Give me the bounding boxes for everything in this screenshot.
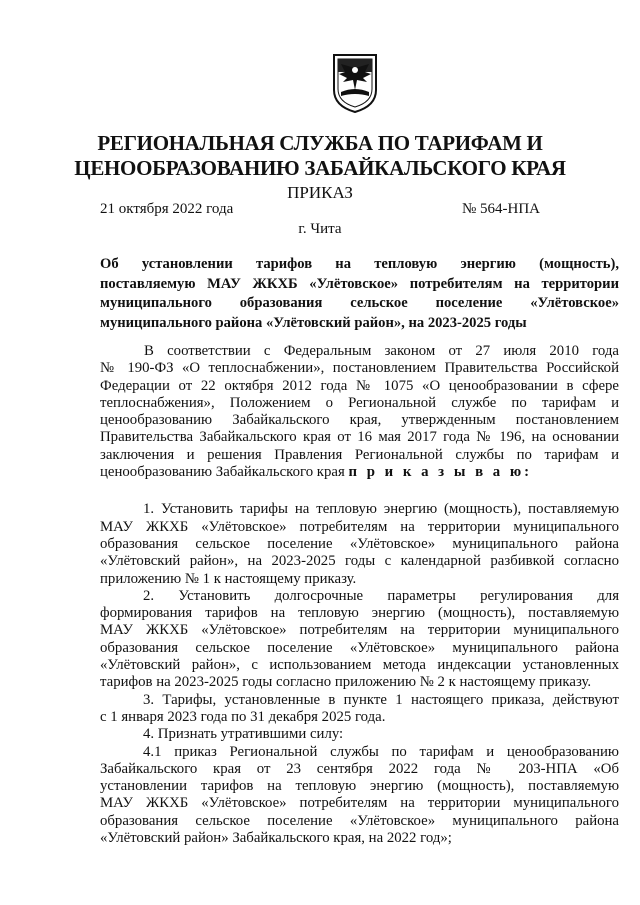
preamble-last-line <box>100 464 619 481</box>
orders-word: п р и к а з ы в а ю: <box>348 464 533 481</box>
preamble-line: ценообразованию Забайкальского края, утвержденным постановлением <box>100 412 619 429</box>
document-body <box>100 343 619 847</box>
subject-line: муниципального образования сельское поселение «Улётовское» <box>100 295 619 312</box>
preamble-line: № 190-ФЗ «О теплоснабжении», постановлением Правительства Российской <box>100 360 619 377</box>
item-line: 3. Тарифы, установленные в пункте 1 настоящего приказа, действуют <box>143 691 619 708</box>
organization-name-line1: РЕГИОНАЛЬНАЯ СЛУЖБА ПО ТАРИФАМ И <box>97 131 543 155</box>
item-line: «Улётовский район», на 2023-2025 годы с календарной разбивкой согласно <box>100 553 619 570</box>
item-line: с 1 января 2023 года по 31 декабря 2025 года. <box>100 708 386 725</box>
document-type: ПРИКАЗ <box>287 183 353 202</box>
item-line: приложению № 1 к настоящему приказу. <box>100 570 357 587</box>
item-line: МАУ ЖКХБ «Улётовское» потребителям на территории муниципального <box>100 795 619 812</box>
item-line: «Улётовский район» Забайкальского края, на 2022 год»; <box>100 830 452 847</box>
item-line: образования сельское поселение «Улётовское» муниципального района <box>100 535 619 552</box>
subject-line: муниципального района «Улётовский район», на 2023-2025 годы <box>100 314 527 331</box>
preamble-line: теплоснабжения», Положением о Региональной службе по тарифам и <box>100 394 619 411</box>
item-line: образования сельское поселение «Улётовское» муниципального района <box>100 812 619 829</box>
document-number: № 564-НПА <box>461 201 540 217</box>
item-line: «Улётовский район», с использованием метода индексации установленных <box>100 657 619 674</box>
coat-of-arms-icon <box>331 52 379 114</box>
item-line: формирования тарифов на тепловую энергию (мощность), поставляемую <box>100 605 619 622</box>
document-subject <box>100 255 619 333</box>
item-line: 4. Признать утратившими силу: <box>143 726 344 743</box>
item-line: 4.1 приказ Региональной службы по тарифам и ценообразованию <box>143 743 619 760</box>
item-line: 1. Установить тарифы на тепловую энергию (мощность), поставляемую <box>143 501 619 518</box>
item-line: образования сельское поселение «Улётовское» муниципального района <box>100 639 619 656</box>
item-2 <box>100 588 619 692</box>
item-3 <box>100 692 619 727</box>
item-line: установлении тарифов на тепловую энергию (мощность), поставляемую <box>100 778 619 795</box>
preamble <box>100 343 619 481</box>
item-1 <box>100 501 619 587</box>
preamble-line: Федерации от 22 октября 2012 года № 1075 «О ценообразовании в сфере <box>100 377 619 394</box>
preamble-line: В соответствии с Федеральным законом от 27 июля 2010 года <box>144 343 619 359</box>
document-date: 21 октября 2022 года <box>100 201 234 217</box>
organization-name-line2: ЦЕНООБРАЗОВАНИЮ ЗАБАЙКАЛЬСКОГО КРАЯ <box>74 156 566 180</box>
preamble-last-text: ценообразованию Забайкальского края <box>100 464 345 481</box>
item-line: тарифов на 2023-2025 годы согласно приложению № 2 к настоящему приказу. <box>100 674 592 691</box>
subject-line: поставляемую МАУ ЖКХБ «Улётовское» потребителям на территории <box>100 275 619 292</box>
item-line: 2. Установить долгосрочные параметры регулирования для <box>143 587 619 604</box>
preamble-line: Правительства Забайкальского края от 16 мая 2017 года № 196, на основании <box>100 429 619 446</box>
preamble-line: заключения и решения Правления Региональной службы по тарифам и <box>100 446 619 463</box>
item-line: МАУ ЖКХБ «Улётовское» потребителям на территории муниципального <box>100 622 619 639</box>
item-4-1 <box>100 744 619 848</box>
item-4 <box>100 726 619 743</box>
item-line: Забайкальского края от 23 сентября 2022 года № 203-НПА «Об <box>100 760 619 777</box>
subject-line: Об установлении тарифов на тепловую энергию (мощность), <box>100 256 619 272</box>
item-line: МАУ ЖКХБ «Улётовское» потребителям на территории муниципального <box>100 518 619 535</box>
document-city: г. Чита <box>298 221 342 237</box>
